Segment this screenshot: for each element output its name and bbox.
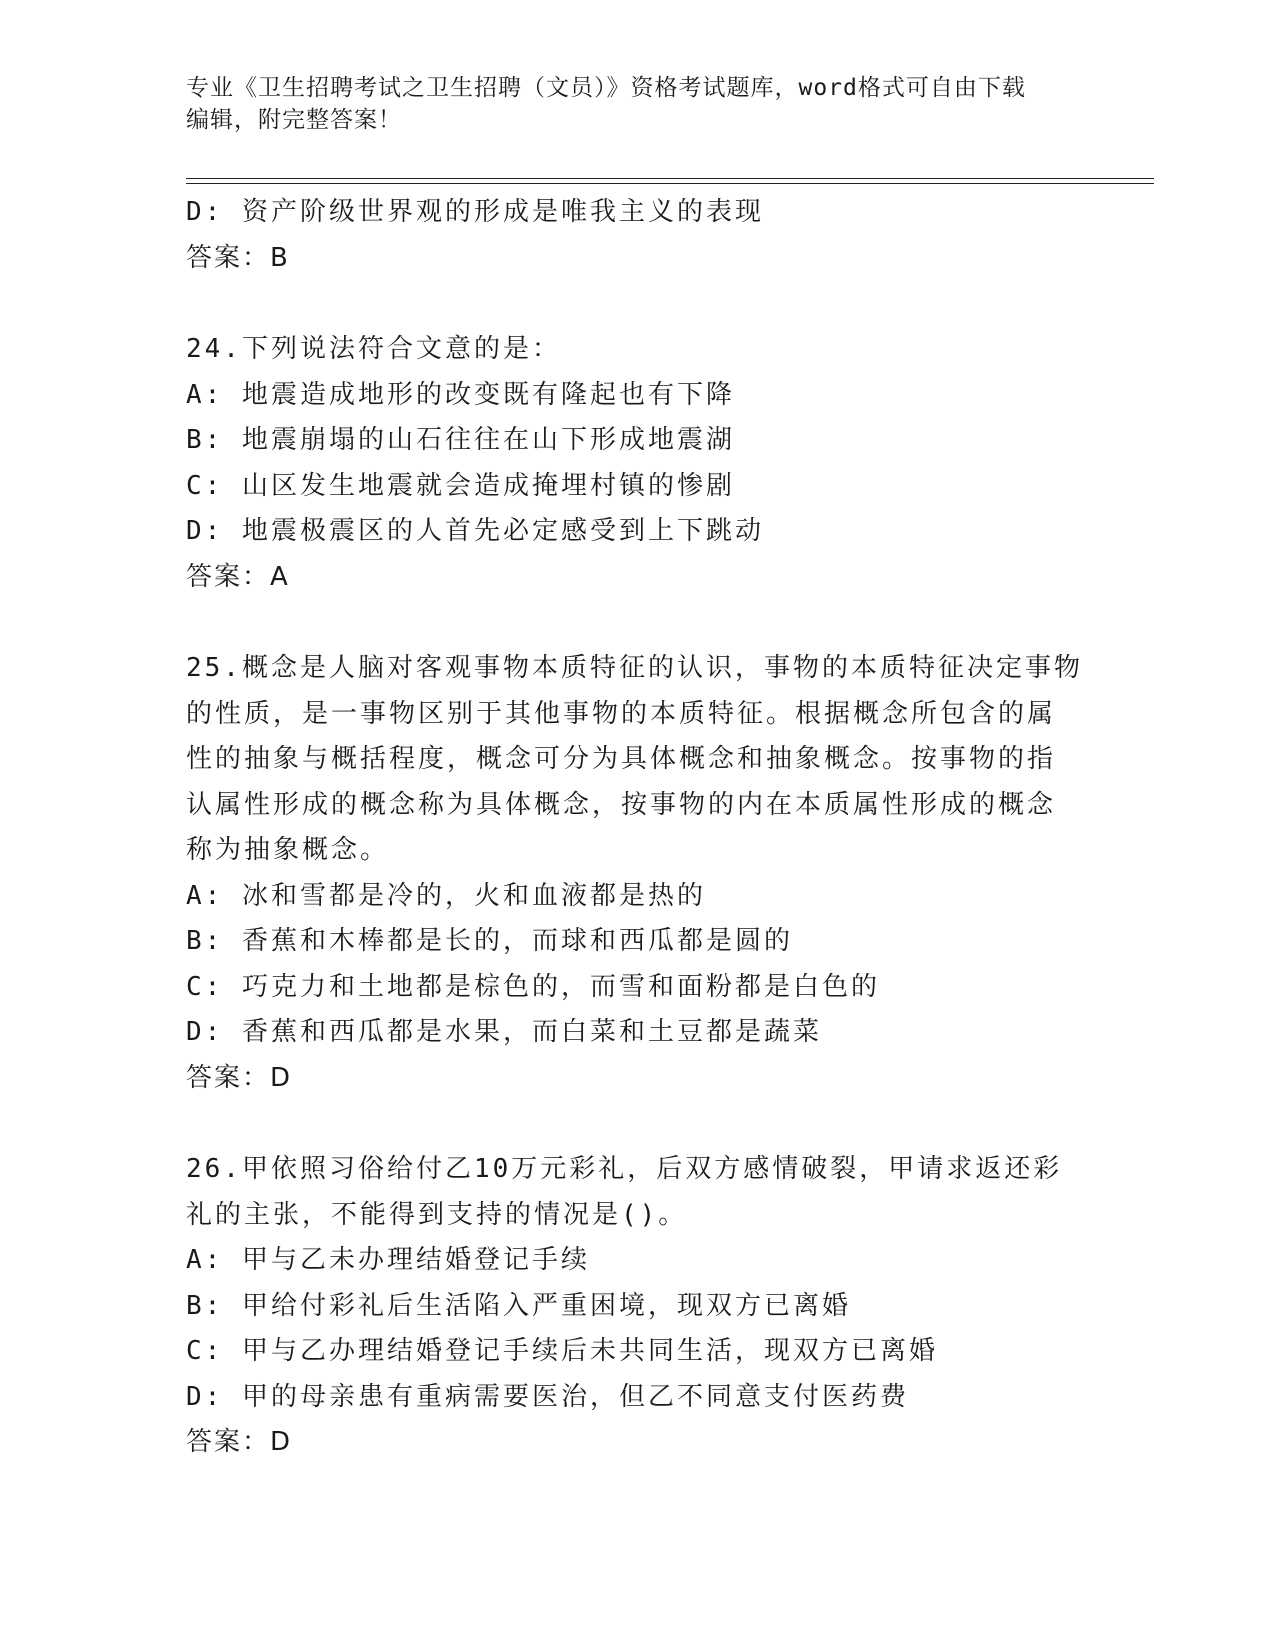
option-b: B: 香蕉和木棒都是长的，而球和西瓜都是圆的 bbox=[186, 926, 793, 956]
question-stem-line-3: 性的抽象与概括程度，概念可分为具体概念和抽象概念。按事物的指 bbox=[186, 744, 1057, 774]
question-block-23 bbox=[186, 190, 1086, 281]
option-a: A: 地震造成地形的改变既有隆起也有下降 bbox=[186, 379, 735, 410]
option-c: C: 山区发生地震就会造成掩埋村镇的惨剧 bbox=[186, 470, 735, 501]
option-c: C: 巧克力和土地都是棕色的，而雪和面粉都是白色的 bbox=[186, 971, 880, 1002]
option-c: C: 甲与乙办理结婚登记手续后未共同生活，现双方已离婚 bbox=[186, 1336, 938, 1366]
answer-label: 答案：B bbox=[186, 242, 290, 273]
question-stem-line-1: 26.甲依照习俗给付乙10万元彩礼，后双方感情破裂，甲请求返还彩 bbox=[186, 1154, 1063, 1184]
question-block-25 bbox=[186, 646, 1086, 1101]
option-d: D: 甲的母亲患有重病需要医治，但乙不同意支付医药费 bbox=[186, 1381, 909, 1412]
header-divider-bottom bbox=[186, 183, 1154, 184]
question-stem-line-2: 的性质，是一事物区别于其他事物的本质特征。根据概念所包含的属 bbox=[186, 698, 1057, 729]
option-d: D: 地震极震区的人首先必定感受到上下跳动 bbox=[186, 516, 764, 546]
answer-label: 答案：D bbox=[186, 1062, 293, 1093]
header-divider-top bbox=[186, 178, 1154, 179]
header-title-line-1: 专业《卫生招聘考试之卫生招聘（文员）》资格考试题库，word格式可自由下载 bbox=[186, 75, 1026, 101]
option-a: A: 甲与乙未办理结婚登记手续 bbox=[186, 1245, 590, 1275]
option-a: A: 冰和雪都是冷的，火和血液都是热的 bbox=[186, 880, 706, 911]
question-block-24 bbox=[186, 327, 1086, 600]
option-d: D: 资产阶级世界观的形成是唯我主义的表现 bbox=[186, 197, 764, 227]
spacer bbox=[186, 281, 1086, 327]
question-block-26 bbox=[186, 1147, 1086, 1466]
spacer bbox=[186, 1101, 1086, 1147]
option-b: B: 地震崩塌的山石往往在山下形成地震湖 bbox=[186, 425, 735, 455]
option-d: D: 香蕉和西瓜都是水果，而白菜和土豆都是蔬菜 bbox=[186, 1017, 822, 1047]
answer-label: 答案：D bbox=[186, 1427, 293, 1457]
question-stem-line-5: 称为抽象概念。 bbox=[186, 835, 390, 865]
question-stem-line-4: 认属性形成的概念称为具体概念，按事物的内在本质属性形成的概念 bbox=[186, 789, 1057, 820]
option-b: B: 甲给付彩礼后生活陷入严重困境，现双方已离婚 bbox=[186, 1290, 851, 1321]
page-header bbox=[186, 72, 1086, 136]
question-stem-line-1: 25.概念是人脑对客观事物本质特征的认识，事物的本质特征决定事物 bbox=[186, 653, 1083, 683]
header-title-line-2: 编辑，附完整答案！ bbox=[186, 107, 402, 133]
question-stem: 24.下列说法符合文意的是： bbox=[186, 334, 561, 364]
question-list bbox=[186, 190, 1086, 1466]
question-stem-line-2: 礼的主张，不能得到支持的情况是()。 bbox=[186, 1199, 688, 1230]
answer-label: 答案：A bbox=[186, 561, 290, 592]
spacer bbox=[186, 600, 1086, 646]
